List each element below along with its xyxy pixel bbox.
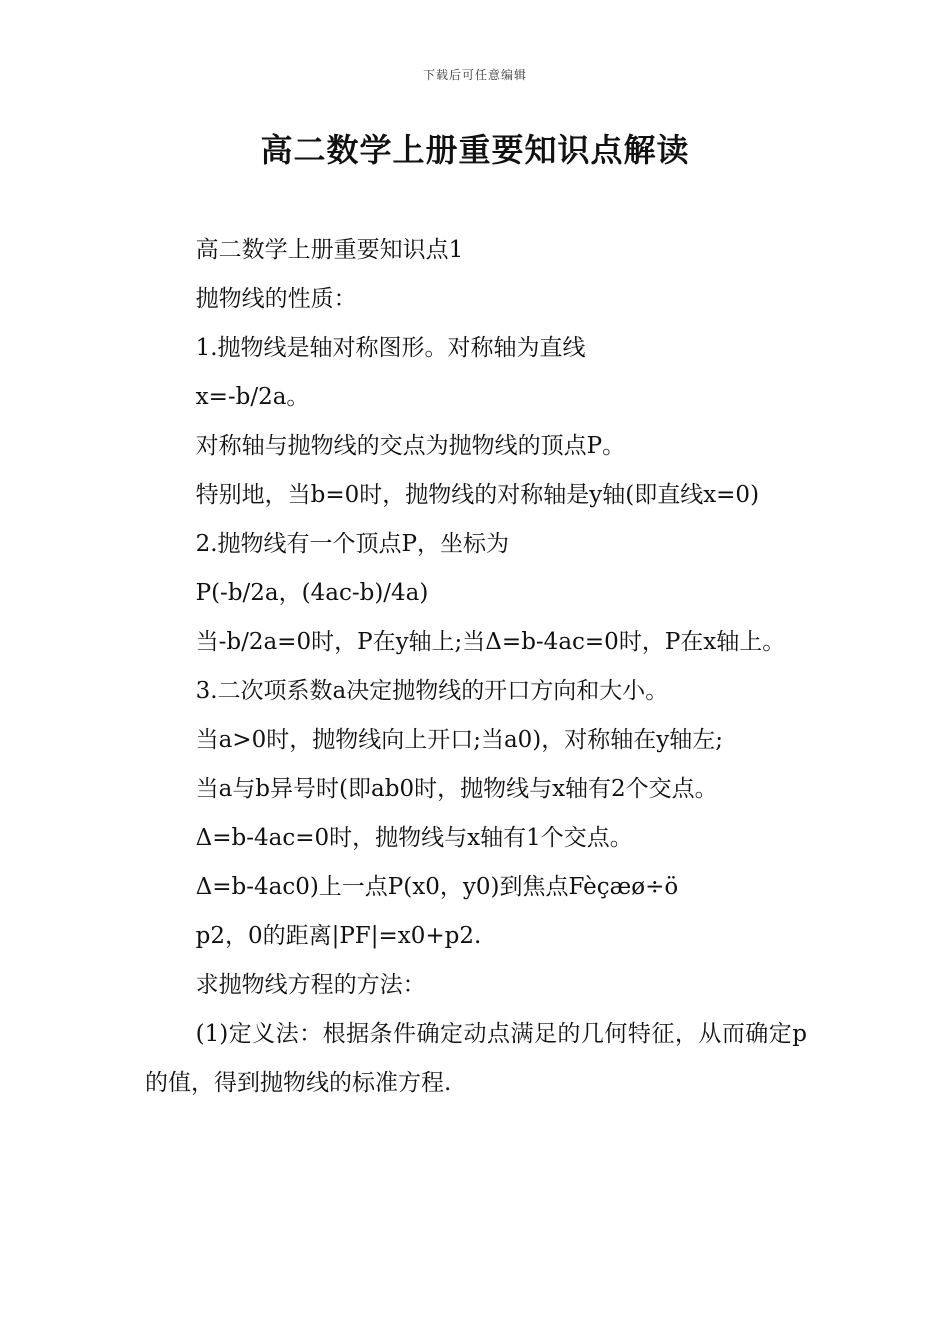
paragraph-vertex-position: 当-b/2a=0时，P在y轴上;当Δ=b-4ac=0时，P在x轴上。 — [195, 629, 786, 655]
header-note: 下载后可任意编辑 — [422, 68, 527, 82]
paragraph-symmetry-axis: 1.抛物线是轴对称图形。对称轴为直线 — [195, 335, 586, 361]
paragraph-section-heading: 高二数学上册重要知识点1 — [195, 237, 464, 263]
paragraph-opening-direction: 当a>0时，抛物线向上开口;当a0)，对称轴在y轴左; — [195, 727, 724, 753]
paragraph-parabola-properties: 抛物线的性质： — [195, 286, 357, 312]
paragraph-focus-distance: p2，0的距离|PF|=x0+p2. — [195, 923, 482, 949]
paragraph-sign-case: 当a与b异号时(即ab0时，抛物线与x轴有2个交点。 — [195, 776, 718, 802]
paragraph-vertex-p: 2.抛物线有一个顶点P，坐标为 — [195, 531, 510, 557]
paragraph-vertex-coordinates: P(-b/2a，(4ac-b)/4a) — [195, 580, 429, 606]
paragraph-focus-point: Δ=b-4ac0)上一点P(x0，y0)到焦点Fèçæø÷ö — [195, 874, 679, 900]
paragraph-coefficient-a: 3.二次项系数a决定抛物线的开口方向和大小。 — [195, 678, 669, 704]
paragraph-one-intersection: Δ=b-4ac=0时，抛物线与x轴有1个交点。 — [195, 825, 633, 851]
document-body — [145, 226, 807, 1108]
paragraph-axis-equation: x=-b/2a。 — [195, 384, 310, 410]
paragraph-methods-heading: 求抛物线方程的方法： — [195, 972, 426, 998]
paragraph-definition-method: (1)定义法：根据条件确定动点满足的几何特征，从而确定p的值，得到抛物线的标准方程. — [145, 1021, 807, 1096]
document-title: 高二数学上册重要知识点解读 — [260, 131, 690, 169]
paragraph-vertex: 对称轴与抛物线的交点为抛物线的顶点P。 — [195, 433, 626, 459]
paragraph-special-case: 特别地，当b=0时，抛物线的对称轴是y轴(即直线x=0) — [195, 482, 760, 508]
